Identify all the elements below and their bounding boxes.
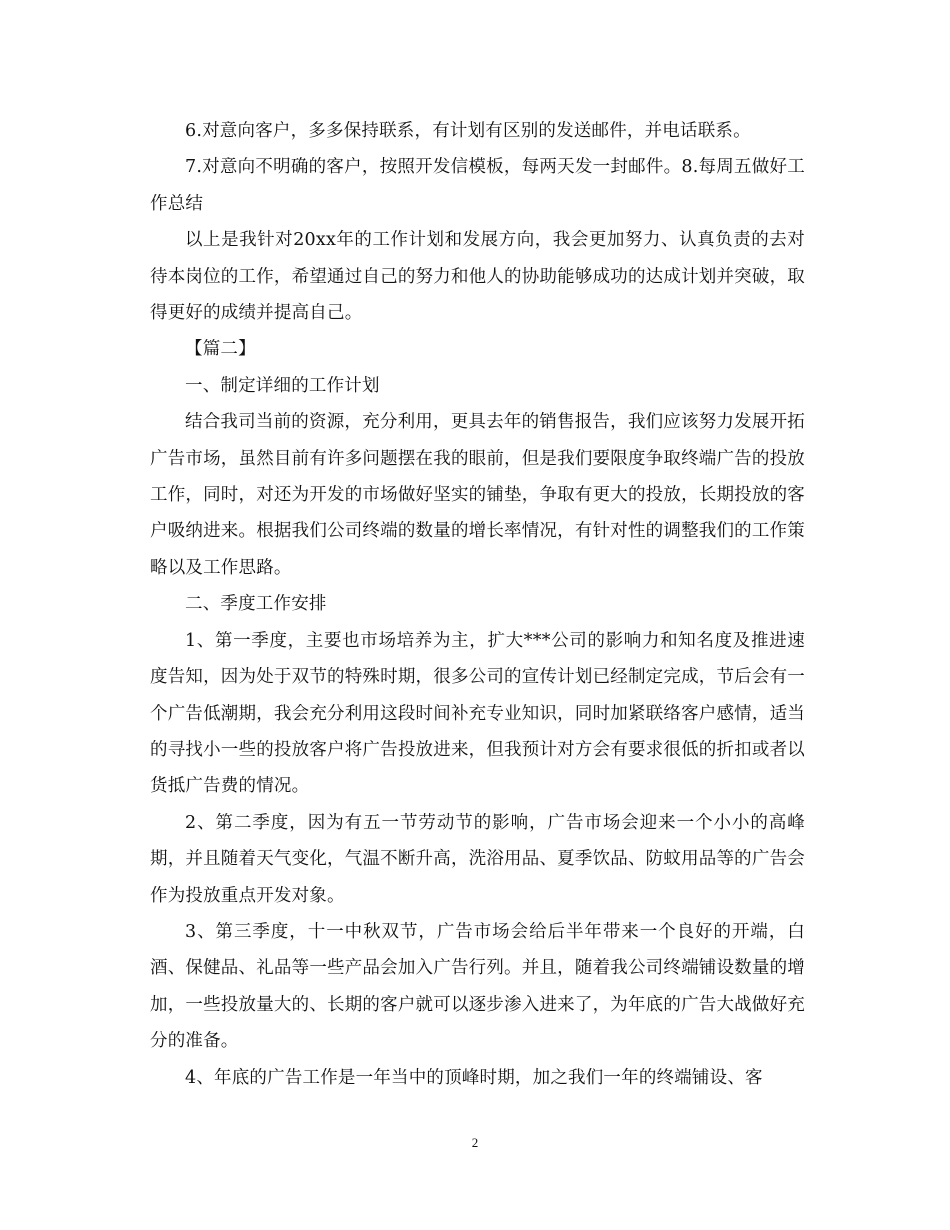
document-body	[150, 113, 805, 1096]
paragraph-item-6: 6.对意向客户，多多保持联系，有计划有区别的发送邮件，并电话联系。	[185, 121, 751, 141]
section-heading-part-two: 【篇二】	[185, 339, 256, 360]
paragraph-summary: 以上是我针对20xx年的工作计划和发展方向，我会更加努力、认真负责的去对待本岗位的工作，希望通过自己的努力和他人的协助能够成功的达成计划并突破，取得更好的成绩并提高自己。	[150, 230, 805, 324]
paragraph-quarter-2: 2、第二季度，因为有五一节劳动节的影响，广告市场会迎来一个小小的高峰期，并且随着天气变化，气温不断升高，洗浴用品、夏季饮品、防蚊用品等的广告会作为投放重点开发对象。	[150, 812, 805, 906]
page-number: 2	[471, 1135, 479, 1150]
paragraph-item-7-8: 7.对意向不明确的客户，按照开发信模板，每两天发一封邮件。8.每周五做好工作总结	[150, 157, 805, 214]
paragraph-quarter-1: 1、第一季度，主要也市场培养为主，扩大***公司的影响力和知名度及推进速度告知，因为处于双节的特殊时期，很多公司的宣传计划已经制定完成，节后会有一个广告低潮期，我会充分利用这段时间补充专业知识，同时加紧联络客户感情，适当的寻找小一些的投放客户将广告投放进来，但我预计对方会有要求很低的折扣或者以货抵广告费的情况。	[150, 630, 805, 797]
paragraph-year-end: 4、年底的广告工作是一年当中的顶峰时期，加之我们一年的终端铺设、客	[185, 1067, 763, 1088]
heading-quarterly-schedule: 二、季度工作安排	[185, 594, 327, 615]
paragraph-work-plan: 结合我司当前的资源，充分利用，更具去年的销售报告，我们应该努力发展开拓广告市场，虽然目前有许多问题摆在我的眼前，但是我们要限度争取终端广告的投放工作，同时，对还为开发的市场做好坚实的铺垫，争取有更大的投放，长期投放的客户吸纳进来。根据我们公司终端的数量的增长率情况，有针对性的调整我们的工作策略以及工作思路。	[150, 412, 805, 578]
paragraph-quarter-3: 3、第三季度，十一中秋双节，广告市场会给后半年带来一个良好的开端，白酒、保健品、礼品等一些产品会加入广告行列。并且，随着我公司终端铺设数量的增加，一些投放量大的、长期的客户就可以逐步渗入进来了，为年底的广告大战做好充分的准备。	[150, 921, 805, 1052]
heading-work-plan: 一、制定详细的工作计划	[185, 375, 380, 396]
